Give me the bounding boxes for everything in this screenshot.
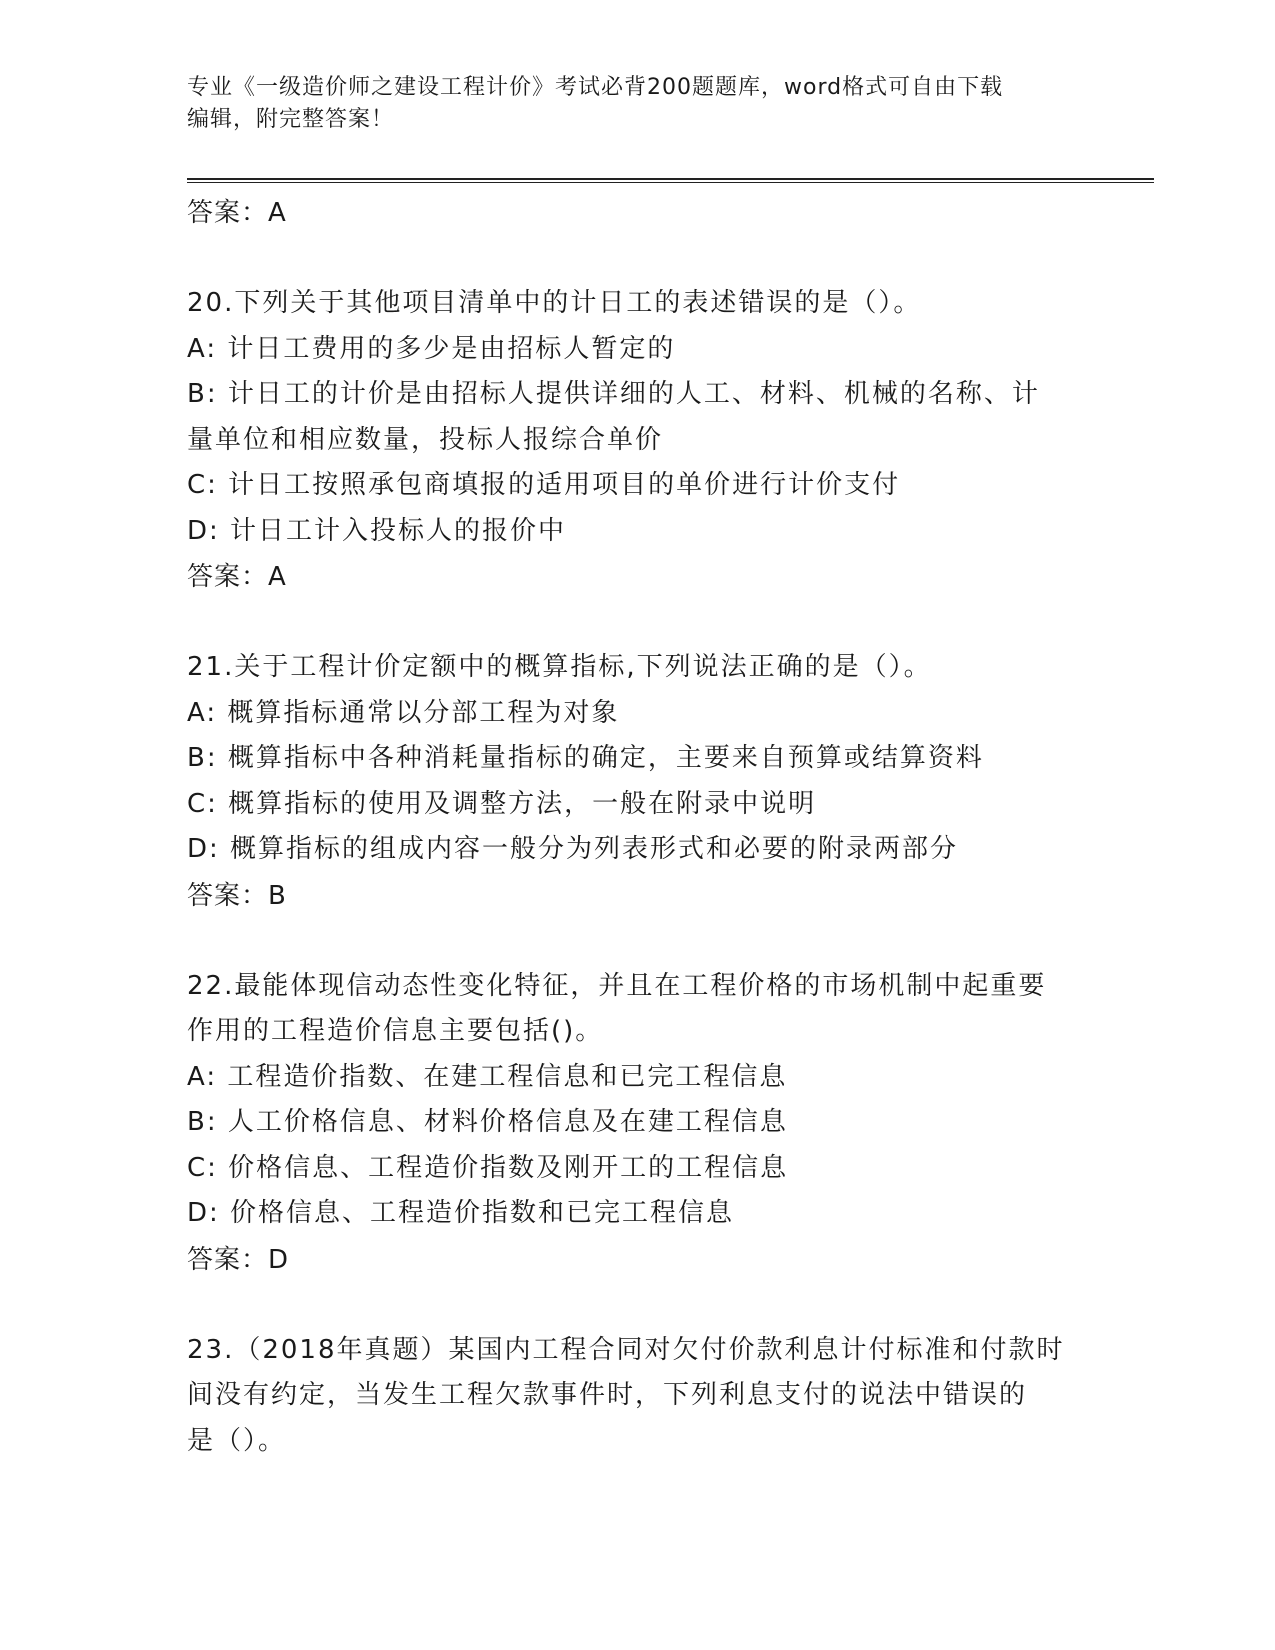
spacer — [187, 919, 1087, 964]
question-list — [187, 190, 1087, 1464]
question-22 — [187, 964, 1087, 1283]
spacer — [187, 1283, 1087, 1328]
option-c: C: 计日工按照承包商填报的适用项目的单价进行计价支付 — [187, 470, 901, 500]
question-stem: 23.（2018年真题）某国内工程合同对欠付价款利息计付标准和付款时 — [187, 1334, 1065, 1365]
option-c: C: 价格信息、工程造价指数及刚开工的工程信息 — [187, 1152, 789, 1183]
option-d: D: 计日工计入投标人的报价中 — [187, 515, 567, 546]
question-stem: 21.关于工程计价定额中的概算指标,下列说法正确的是（）。 — [187, 652, 932, 682]
question-stem-end: 是（）。 — [187, 1425, 287, 1456]
question-stem-continued: 间没有约定，当发生工程欠款事件时，下列利息支付的说法中错误的 — [187, 1380, 1028, 1410]
option-b: B: 人工价格信息、材料价格信息及在建工程信息 — [187, 1107, 788, 1137]
question-23 — [187, 1328, 1087, 1465]
option-c: C: 概算指标的使用及调整方法，一般在附录中说明 — [187, 788, 817, 819]
spacer — [187, 236, 1087, 281]
question-20 — [187, 281, 1087, 600]
option-a: A: 工程造价指数、在建工程信息和已完工程信息 — [187, 1061, 788, 1092]
header-line-2: 编辑，附完整答案！ — [187, 107, 395, 132]
option-d: D: 价格信息、工程造价指数和已完工程信息 — [187, 1198, 735, 1228]
option-b-continued: 量单位和相应数量，投标人报综合单价 — [187, 424, 664, 455]
question-stem: 22.最能体现信动态性变化特征，并且在工程价格的市场机制中起重要 — [187, 970, 1047, 1001]
option-b: B: 概算指标中各种消耗量指标的确定，主要来自预算或结算资料 — [187, 743, 984, 773]
answer: 答案：A — [187, 562, 287, 592]
question-stem: 20.下列关于其他项目清单中的计日工的表述错误的是（）。 — [187, 288, 922, 318]
option-d: D: 概算指标的组成内容一般分为列表形式和必要的附录两部分 — [187, 834, 959, 864]
page-header — [187, 72, 1067, 136]
question-stem-continued: 作用的工程造价信息主要包括()。 — [187, 1016, 604, 1046]
answer: 答案：D — [187, 1244, 290, 1275]
spacer — [187, 600, 1087, 645]
question-21 — [187, 645, 1087, 919]
option-a: A: 计日工费用的多少是由招标人暂定的 — [187, 333, 676, 364]
option-b: B: 计日工的计价是由招标人提供详细的人工、材料、机械的名称、计 — [187, 379, 1040, 409]
header-divider — [187, 178, 1154, 183]
answer: 答案：B — [187, 880, 287, 911]
option-a: A: 概算指标通常以分部工程为对象 — [187, 697, 620, 728]
previous-answer: 答案：A — [187, 198, 287, 228]
header-line-1: 专业《一级造价师之建设工程计价》考试必背200题题库，word格式可自由下载 — [187, 75, 1004, 100]
